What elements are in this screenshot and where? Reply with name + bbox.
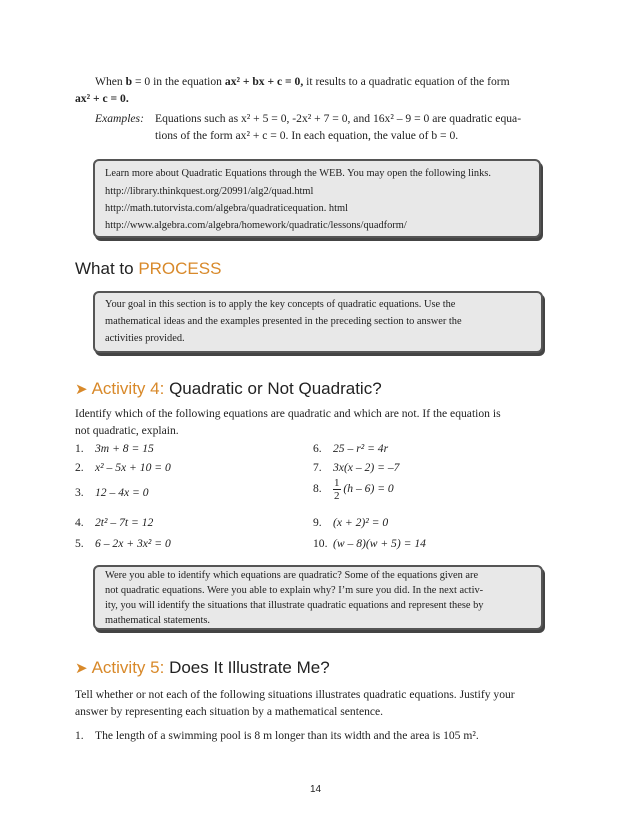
page-number: 14 — [310, 784, 322, 795]
list-item — [313, 441, 388, 457]
item-number: 5. — [75, 537, 84, 550]
equation: ax² + c = 0. — [75, 92, 129, 105]
list-item — [313, 536, 426, 552]
web-link-1[interactable]: http://library.thinkquest.org/20991/alg2/quad.html — [105, 186, 314, 197]
item-number: 6. — [313, 442, 322, 455]
web-box-text: Learn more about Quadratic Equations through the WEB. You may open the following links. — [105, 168, 491, 179]
item-number: 8. — [313, 482, 322, 496]
examples-label: Examples: — [95, 112, 144, 125]
item-number: 3. — [75, 486, 84, 499]
item-number: 10. — [313, 537, 328, 550]
list-item — [75, 536, 171, 552]
reflection-line: not quadratic equations. Were you able to explain why? I’m sure you did. In the next activ- — [105, 585, 484, 596]
fraction-denominator: 2 — [334, 490, 340, 502]
item-equation: (h – 6) = 0 — [343, 482, 394, 496]
item-equation: (w – 8)(w + 5) = 14 — [333, 537, 426, 550]
web-link-3[interactable]: http://www.algebra.com/algebra/homework/quadratic/lessons/quadform/ — [105, 220, 407, 231]
intro-line1 — [95, 74, 510, 90]
list-item — [313, 477, 394, 502]
examples-text-2: tions of the form ax² + c = 0. In each equation, the value of b = 0. — [155, 129, 459, 142]
equation: ax² + bx + c = 0, — [224, 75, 304, 88]
web-link-2[interactable]: http://math.tutorvista.com/algebra/quadraticequation. html — [105, 203, 348, 214]
list-item — [75, 515, 153, 531]
examples-text-1: Equations such as x² + 5 = 0, -2x² + 7 = 0, and 16x² – 9 = 0 are quadratic equa- — [155, 112, 522, 125]
process-goal-box — [93, 291, 543, 353]
item-equation: 25 – r² = 4r — [333, 442, 389, 455]
reflection-box — [93, 565, 543, 630]
arrow-icon: ➤ — [75, 381, 88, 398]
activity-4-instructions-2: not quadratic, explain. — [75, 424, 179, 437]
fraction-numerator: 1 — [334, 477, 340, 489]
list-item — [313, 515, 388, 531]
activity-5-heading — [75, 658, 330, 678]
item-equation: 3x(x – 2) = –7 — [333, 461, 400, 474]
item-number: 2. — [75, 461, 84, 474]
activity-4-instructions-1: Identify which of the following equations are quadratic and which are not. If the equation is — [75, 407, 501, 420]
list-item — [313, 460, 399, 476]
reflection-line: ity, you will identify the situations that illustrate quadratic equations and represent these by — [105, 600, 484, 611]
activity-4-heading — [75, 379, 382, 399]
process-box-line: activities provided. — [105, 333, 185, 344]
item-equation: (x + 2)² = 0 — [333, 516, 389, 529]
item-number: 4. — [75, 516, 84, 529]
item-text: The length of a swimming pool is 8 m longer than its width and the area is 105 m². — [95, 729, 479, 742]
item-number: 9. — [313, 516, 322, 529]
item-equation: 6 – 2x + 3x² = 0 — [95, 537, 171, 550]
item-number: 7. — [313, 461, 322, 474]
activity-title: Does It Illustrate Me? — [169, 658, 330, 677]
list-item — [75, 485, 149, 501]
process-box-line: mathematical ideas and the examples presented in the preceding section to answer the — [105, 316, 462, 327]
item-equation: 12 – 4x = 0 — [95, 486, 149, 499]
list-item — [75, 460, 171, 476]
intro-text: = 0 in the equation — [132, 75, 225, 88]
process-box-line: Your goal in this section is to apply the key concepts of quadratic equations. Use the — [105, 299, 456, 310]
item-number: 1. — [75, 729, 84, 742]
item-equation: 2t² – 7t = 12 — [95, 516, 154, 529]
web-links-box — [93, 159, 541, 238]
list-item — [75, 728, 479, 744]
reflection-line: Were you able to identify which equations are quadratic? Some of the equations given are — [105, 570, 479, 581]
activity-title: Quadratic or Not Quadratic? — [169, 379, 382, 398]
item-equation: x² – 5x + 10 = 0 — [95, 461, 171, 474]
intro-text: it results to a quadratic equation of the form — [303, 75, 510, 88]
heading-accent: PROCESS — [138, 259, 222, 278]
item-number: 1. — [75, 442, 84, 455]
activity-5-instructions-2: answer by representing each situation by a mathematical sentence. — [75, 705, 384, 718]
fraction — [333, 477, 341, 502]
activity-5-instructions-1: Tell whether or not each of the following situations illustrates quadratic equations. Justify your — [75, 688, 515, 701]
section-heading-process — [75, 259, 221, 279]
item-equation: 3m + 8 = 15 — [95, 442, 154, 455]
arrow-icon: ➤ — [75, 660, 88, 677]
list-item — [75, 441, 154, 457]
intro-line2 — [75, 91, 129, 107]
activity-label: Activity 4: — [91, 379, 165, 398]
b-var: b — [125, 75, 133, 88]
activity-label: Activity 5: — [91, 658, 165, 677]
intro-text: When — [95, 75, 126, 88]
reflection-line: mathematical statements. — [105, 615, 211, 626]
heading-text: What to — [75, 259, 139, 278]
